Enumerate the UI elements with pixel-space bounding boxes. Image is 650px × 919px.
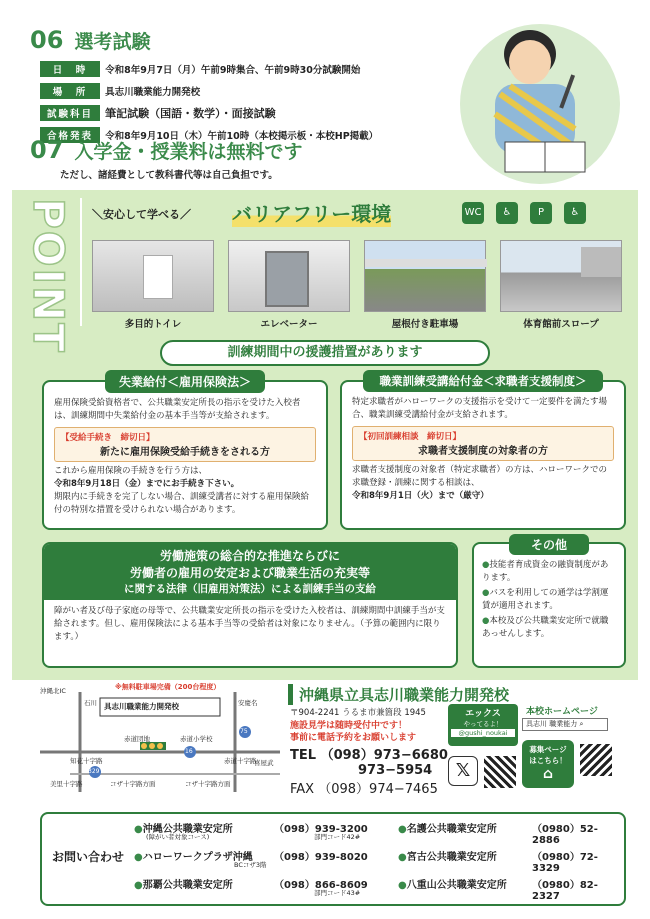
map-label: 喜屋武 <box>254 759 274 767</box>
tel-number-2[interactable]: 973−5954 <box>358 763 433 778</box>
office-code: 部門コード43# <box>314 889 361 897</box>
photo-elevator <box>228 240 350 312</box>
contact-right-list: ●名護公共職業安定所 （0980）52-2886 ●宮古公共職業安定所 （0980）72-3329 ●八重山公共職業安定所 （0980）82-2327 <box>398 820 622 904</box>
office-tel[interactable]: （098）939-3200 <box>274 824 368 835</box>
allowance-body: 障がい者及び母子家庭の母等で、公共職業安定所長の指示を受けた入校者は、訓練期間中訓練手当が支給されます。但し、雇用保険法による基本手当等の受給者は対象になりません。（予算の範囲内に限ります。） <box>54 606 445 642</box>
contact-left-list: ●沖縄公共職業安定所 (障がい者対象コース) （098）939-3200 部門コード42# ●ハローワークプラザ沖縄 BCコザ3階 （098）939-8020 ●那覇公共職業安定所 （098）866-8609 部門コード43# <box>134 820 394 904</box>
photo-caption: 体育館前スロープ <box>523 319 599 330</box>
info-label: 試験科目 <box>40 105 100 121</box>
info-value: 具志川職業能力開発校 <box>105 87 201 98</box>
map-label: 赤道十字路 <box>224 757 257 765</box>
info-label: 日 時 <box>40 61 100 77</box>
office-tel[interactable]: （098）866-8609 <box>274 880 368 891</box>
allowance-line1: 労働施策の総合的な推進ならびに <box>159 549 340 563</box>
school-address: 〒904-2241 うるま市兼箇段 1945 <box>290 708 426 718</box>
other-item: 技能者育成資金の融資制度があります。 <box>482 560 609 583</box>
info-value: 令和8年9月7日（月）午前9時集合、午前9時30分試験開始 <box>105 65 361 76</box>
training-allowance-box <box>42 542 458 668</box>
training-p1: 求職者支援制度の対象者（特定求職者）の方は、ハローワークでの求職登録・訓練に関する相談は、 <box>352 465 608 488</box>
unemployment-p3: 期限内に手続きを完了しない場合、訓練受講者に対する雇用保険給付の特別な措置を受けられない場合があります。 <box>54 492 310 515</box>
wheelchair-icon: ♿ <box>564 202 586 224</box>
unemployment-title: 失業給付＜雇用保険法＞ <box>105 370 265 393</box>
point-label <box>22 198 82 354</box>
fax-number: （098）974−7465 <box>318 782 438 797</box>
office-name: 沖縄公共職業安定所 <box>142 824 233 835</box>
photo-gym-slope <box>500 240 622 312</box>
office-tel[interactable]: （0980）72-3329 <box>532 852 598 874</box>
map-label: 知花十字路 <box>70 757 103 765</box>
section-number: 07 <box>30 136 64 164</box>
unemployment-box <box>42 375 328 530</box>
office-name: 名護公共職業安定所 <box>406 824 497 835</box>
photo-multipurpose-toilet <box>92 240 214 312</box>
photo-caption: 多目的トイレ <box>124 319 182 330</box>
photo-caption: 屋根付き駐車場 <box>391 319 459 330</box>
office-note: BCコザ3階 <box>234 861 267 869</box>
training-deadline: 令和8年9月1日（火）まで（厳守） <box>352 491 489 501</box>
deadline-tag: 【初回訓練相談 締切日】 <box>359 432 462 442</box>
section-07 <box>30 136 303 164</box>
fax-label: FAX <box>290 782 315 797</box>
tel-number[interactable]: （098）973−6680 <box>320 748 448 763</box>
x-handle: @gushi_noukai <box>451 729 515 737</box>
point-vertical-text: POINT <box>24 198 73 354</box>
school-name: 沖縄県立具志川職業能力開発校 <box>288 684 509 705</box>
info-label: 場 所 <box>40 83 100 99</box>
map-label: コザ十字路方面 <box>185 780 231 788</box>
parking-icon: P <box>530 202 552 224</box>
map-label: 石川 <box>84 699 97 707</box>
office-tel[interactable]: （0980）82-2327 <box>532 880 598 902</box>
route-number: 329 <box>88 768 100 775</box>
info-label: 合格発表 <box>40 127 100 143</box>
map-school-label: 具志川職業能力開発校 <box>104 702 179 711</box>
info-value: 令和8年9月10日（木）午前10時（本校掲示板・本校HP掲載） <box>105 131 379 142</box>
toilet-icon: ♿ <box>496 202 518 224</box>
x-label: エックス <box>465 709 501 719</box>
section-title: 選考試験 <box>74 31 151 53</box>
office-tel[interactable]: （098）939-8020 <box>274 852 368 863</box>
section-number: 06 <box>30 26 64 54</box>
training-body: 特定求職者がハローワークの支援指示を受けて一定要件を満たす場合、職業訓練受講給付金が支給されます。 <box>352 397 608 420</box>
x-sub: やってるよ！ <box>463 720 503 728</box>
hp-search-text: 具志川 職業能力 <box>526 720 578 728</box>
exam-info-table <box>40 58 460 143</box>
photo-caption: エレベーター <box>260 319 318 330</box>
deadline-subtitle: 求職者支援制度の対象者の方 <box>418 446 548 457</box>
section-06 <box>30 26 151 54</box>
training-benefit-box <box>340 374 626 530</box>
office-tel[interactable]: （0980）52-2886 <box>532 824 598 846</box>
access-map <box>40 684 280 794</box>
qr-code-icon[interactable] <box>580 744 612 776</box>
recruit-line1: 募集ページ <box>529 745 567 754</box>
office-name: 宮古公共職業安定所 <box>406 852 497 863</box>
qr-code-icon[interactable] <box>484 756 516 788</box>
office-name: 八重山公共職業安定所 <box>406 880 507 891</box>
map-label: 赤道団地 <box>124 735 150 743</box>
other-item: 本校及び公共職業安定所で就職あっせんします。 <box>482 616 609 639</box>
recruit-line2: はこちら！ <box>529 756 567 765</box>
photo-covered-parking <box>364 240 486 312</box>
route-number: 75 <box>240 728 248 735</box>
unemployment-deadline: 令和8年9月18日（金）までにお手続き下さい。 <box>54 479 240 489</box>
map-label: 安慶名 <box>238 699 258 707</box>
phone-block <box>290 744 448 797</box>
search-icon: ⌕ <box>579 720 584 728</box>
map-label: コザ十字路方面 <box>110 780 156 788</box>
recruit-badge[interactable] <box>522 740 574 788</box>
hp-search-box[interactable] <box>522 718 608 731</box>
route-number: 16 <box>185 748 193 755</box>
office-note: (障がい者対象コース) <box>146 833 210 841</box>
unemployment-body: 雇用保険受給資格者で、公共職業安定所長の指示を受けた入校者は、訓練期間中失業給付金の基本手当等が支給されます。 <box>54 398 301 421</box>
point-lead: ＼安心して学べる／ <box>92 208 191 221</box>
visit-note-2: 事前に電話予約をお願いします <box>290 733 417 743</box>
map-label: 赤道小学校 <box>180 735 213 743</box>
fee-note: ただし、諸経費として教科書代等は自己負担です。 <box>60 170 278 181</box>
x-logo-icon[interactable]: 𝕏 <box>448 756 478 786</box>
x-account-badge[interactable] <box>448 704 518 746</box>
map-parking-note: ※無料駐車場完備（200台程度） <box>115 683 221 691</box>
student-illustration <box>455 14 625 189</box>
school-building-icon: ⌂ <box>542 766 554 782</box>
deadline-tag: 【受給手続き 締切日】 <box>61 433 155 443</box>
office-name: 那覇公共職業安定所 <box>142 880 233 891</box>
section-title: 入学金・授業料は無料です <box>74 141 303 163</box>
contact-title: お問い合わせ <box>52 850 125 864</box>
office-code: 部門コード42# <box>314 833 361 841</box>
map-label: 美里十字路 <box>50 780 83 788</box>
visit-note-1: 施設見学は随時受付中です！ <box>290 721 408 731</box>
other-item: バスを利用しての通学は学割運賃が適用されます。 <box>482 588 609 611</box>
wc-icon: WC <box>462 202 484 224</box>
other-title: その他 <box>509 534 589 555</box>
contact-box <box>40 812 626 906</box>
map-label: 沖縄北IC <box>40 687 66 695</box>
allowance-line2: 労働者の雇用の安定および職業生活の充実等 <box>129 566 370 580</box>
training-title: 職業訓練受講給付金＜求職者支援制度＞ <box>363 370 603 392</box>
hp-label: 本校ホームページ <box>526 707 598 717</box>
office-name: ハローワークプラザ沖縄 <box>142 852 253 863</box>
unemployment-p1: これから雇用保険の手続きを行う方は、 <box>54 466 208 476</box>
other-box: その他 ●技能者育成資金の融資制度があります。 ●バスを利用しての通学は学割運賃が適用されます。 ●本校及び公共職業安定所で就職あっせんします。 <box>472 542 626 668</box>
deadline-subtitle: 新たに雇用保険受給手続きをされる方 <box>100 447 270 458</box>
support-banner: 訓練期間中の援護措置があります <box>160 340 490 366</box>
info-value: 筆記試験（国語・数学）・面接試験 <box>105 107 276 120</box>
tel-label: TEL <box>290 748 317 763</box>
accessibility-icons <box>462 202 586 224</box>
allowance-line3: に関する法律（旧雇用対策法）による訓練手当の支給 <box>124 583 376 595</box>
point-title: バリアフリー環境 <box>232 198 391 227</box>
